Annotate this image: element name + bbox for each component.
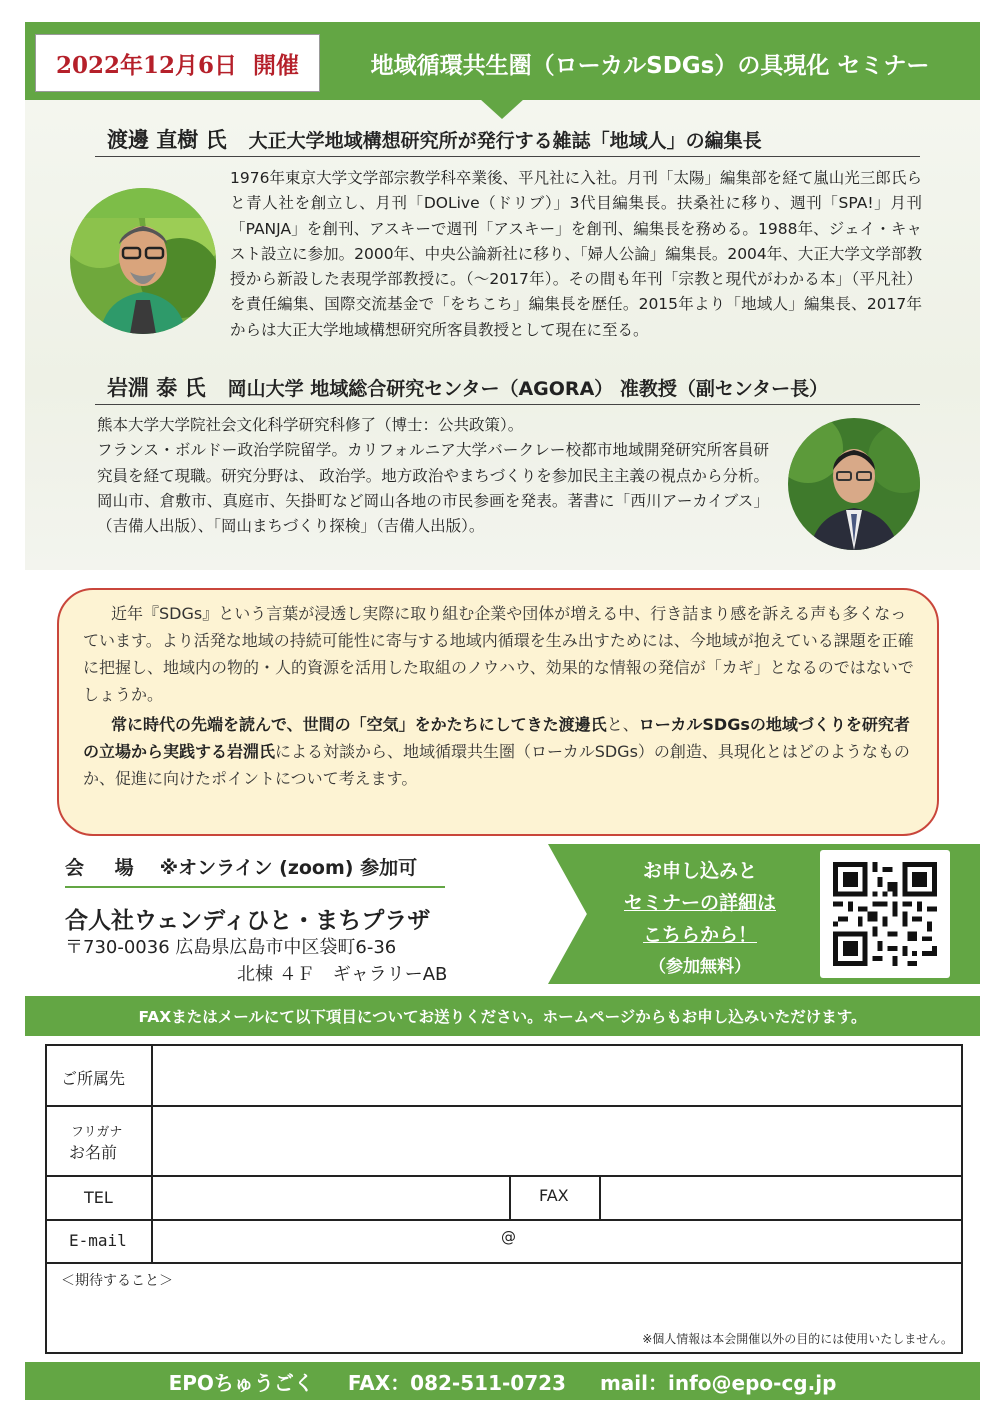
form-row-divider [47,1262,961,1264]
speaker1-title: 大正大学地域構想研究所が発行する雑誌「地域人」の編集長 [248,130,762,152]
message-p1-text: 近年『SDGs』という言葉が浸透し実際に取り組む企業や団体が増える中、行き詰まり感を訴える声も多くなっています。より活発な地域の持続可能性に寄与する地域内循環を生み出すためには、今地域が抱えている課題を正確に把握し、地域内の物的・人的資源を活用した取組のノウハウ、効果的な情報の発信が「カギ」となるのではないでしょうか。 [83,604,914,704]
speaker1-photo [70,188,216,334]
date-badge [35,34,320,92]
application-form [45,1044,963,1354]
message-emphasis-2: ローカルSDGsの地域づくりを研究者の立場から実践する岩淵氏 [83,715,910,761]
footer-bar [25,1362,980,1400]
form-row-divider [47,1219,961,1221]
form-label-affiliation: ご所属先 [61,1069,126,1088]
form-input-fax[interactable] [603,1178,959,1217]
speaker1-rule [95,156,920,157]
message-box [57,588,939,836]
footer-org: EPOちゅうごく [168,1370,314,1395]
speaker1-heading [107,124,762,154]
form-input-tel[interactable] [155,1178,507,1217]
venue-online-note: ※オンライン (zoom) 参加可 [159,857,418,879]
form-label-expectation: ＜期待すること＞ [61,1273,173,1289]
message-p2-rest: による対談から、地域循環共生圏（ローカルSDGs）の創造、具現化とはどのようなものか、促進に向けたポイントについて考えます。 [83,742,910,788]
form-row-divider [47,1105,961,1107]
venue-address-line1: 〒730-0036 広島県広島市中区袋町6-36 [65,937,397,958]
cta-line1: お申し込みと [642,860,757,882]
message-conjunction: と、 [606,715,639,734]
cta-free-note: （参加無料） [649,957,751,977]
speaker2-bio-line2: フランス・ボルドー政治学院留学。カリフォルニア大学バークレー校都市地域開発研究所客員研究員を経て現職。研究分野は、 政治学。地方政治やまちづくりを参加民主主義の視点から分析。岡山市、倉敷市、真庭市、矢掛町など岡山各地の市民参画を発表。著書に「西川アーカイブス」（吉備人出版）、「岡山まちづくり探検」（吉備人出版）。 [97,441,769,536]
venue-name: 合人社ウェンディひと・まちプラザ [65,908,431,934]
message-paragraph-1 [83,600,921,708]
form-row-divider [47,1175,961,1177]
form-label-email: E-mail [69,1231,127,1250]
event-held-label: 開催 [253,51,300,79]
form-label-furigana: フリガナ [71,1125,123,1140]
form-label-divider [151,1046,153,1262]
speaker2-photo [788,418,920,550]
fax-instruction-bar: FAXまたはメールにて以下項目についてお送りください。ホームページからもお申し込みいただけます。 [25,996,980,1036]
message-emphasis-1: 常に時代の先端を読んで、世間の「空気」をかたちにしてきた渡邊氏 [111,715,607,734]
footer-fax: FAX：082-511-0723 [347,1370,566,1395]
qr-code-frame[interactable] [820,850,950,978]
form-input-expectation[interactable] [51,1292,957,1332]
qr-code-icon[interactable] [833,862,937,966]
message-paragraph-2 [83,711,921,792]
venue-heading [65,853,445,888]
footer-mail[interactable]: mail：info@epo-cg.jp [599,1370,837,1395]
event-date: 2022年12月6日 [55,51,238,79]
speaker2-bio-line1: 熊本大学大学院社会文化科学研究科修了（博士：公共政策）。 [97,416,524,434]
header-pointer [480,99,524,119]
venue-label: 会 場 [65,857,146,879]
cta-text[interactable] [595,855,805,983]
privacy-note: ※個人情報は本会開催以外の目的には使用いたしません。 [642,1332,953,1346]
cta-link-line3[interactable]: こちらから！ [642,924,757,946]
speaker2-name: 岩淵 泰 氏 [107,376,206,400]
form-input-name[interactable] [155,1108,959,1173]
form-label-tel: TEL [84,1188,113,1207]
speaker2-rule [95,404,920,405]
form-input-email[interactable] [155,1222,959,1260]
cta-link-line2[interactable]: セミナーの詳細は [623,892,776,914]
form-input-affiliation[interactable] [155,1050,959,1103]
speaker1-name: 渡邊 直樹 氏 [107,128,227,152]
venue-address-line2: 北棟 ４Ｆ ギャラリーAB [237,964,448,985]
seminar-title: 地域循環共生圏（ローカルSDGs）の具現化 セミナー [370,52,930,79]
speaker2-heading [107,372,828,402]
speaker2-bio [97,413,769,539]
form-tel-fax-divider [509,1175,511,1219]
speaker2-title: 岡山大学 地域総合研究センター（AGORA） 准教授（副センター長） [227,378,829,400]
speaker1-bio: 1976年東京大学文学部宗教学科卒業後、平凡社に入社。月刊「太陽」編集部を経て嵐山光三郎氏らと青人社を創立し、月刊「DOLive（ドリブ）」3代目編集長。扶桑社に移り、週刊「SPA!」月刊「PANJA」を創刊、アスキーで週刊「アスキー」を創刊、編集長を務める。1988年、ジェイ・キャスト設立に参加。2000年、中央公論新社に移り、「婦人公論」編集長。2004年、大正大学文学部教授から新設した表現学部教授に。（～2017年）。その間も年刊「宗教と現代がわかる本」（平凡社）を責任編集、国際交流基金で「をちこち」編集長を歴任。2015年より「地域人」編集長、2017年からは大正大学地域構想研究所客員教授として現在に至る。 [230,169,922,339]
form-email-at: @ [501,1228,516,1246]
form-fax-label-divider [599,1175,601,1219]
form-label-fax: FAX [539,1186,569,1205]
form-label-name: お名前 [69,1143,118,1162]
